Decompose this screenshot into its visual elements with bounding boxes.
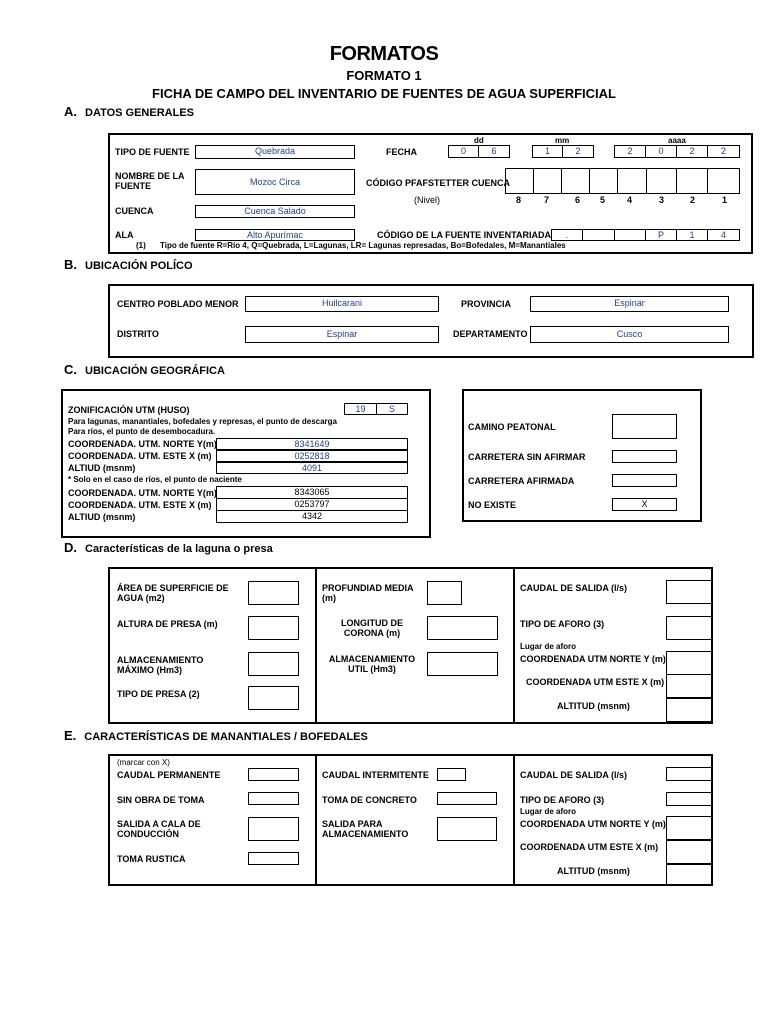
este-label: COORDENADA. UTM. ESTE X (m) bbox=[68, 500, 212, 510]
nota-descarga: Para lagunas, manantiales, bofedales y represas, el punto de descarga bbox=[68, 417, 337, 426]
almac-util-label: ALMACENAMIENTO UTIL (Hm3) bbox=[328, 654, 416, 674]
page-subtitle: FORMATO 1 bbox=[346, 68, 422, 83]
distrito-label: DISTRITO bbox=[117, 329, 159, 339]
tipo-fuente-footnote: Tipo de fuente R=Río 4, Q=Quebrada, L=Lagunas, LR= Lagunas represadas, Bo=Bofedales, M=Manantiales bbox=[160, 241, 566, 250]
altura-presa-box[interactable] bbox=[248, 616, 299, 640]
column-divider bbox=[513, 567, 515, 724]
section-title: UBICACIÓN POLÍCO bbox=[85, 260, 193, 272]
caudal-permanente-box[interactable] bbox=[248, 768, 299, 781]
section-letter: D. bbox=[64, 540, 77, 555]
norte-field-1[interactable]: 8341649 bbox=[216, 438, 408, 450]
departamento-label: DEPARTAMENTO bbox=[453, 329, 528, 339]
section-a-heading bbox=[64, 104, 194, 119]
cuenca-label: CUENCA bbox=[115, 206, 154, 216]
ala-field[interactable]: Alto Apurímac bbox=[195, 229, 355, 241]
pfaf-cell-1[interactable] bbox=[707, 168, 740, 194]
no-existe-label: NO EXISTE bbox=[468, 500, 517, 510]
footnote-number: (1) bbox=[136, 241, 146, 250]
fecha-dd-digit-1[interactable]: 0 bbox=[448, 145, 479, 158]
codigo-cell-2[interactable] bbox=[582, 229, 615, 241]
altura-presa-label: ALTURA DE PRESA (m) bbox=[117, 619, 218, 629]
nivel-num: 7 bbox=[544, 195, 550, 205]
este-label: COORDENADA. UTM. ESTE X (m) bbox=[68, 451, 212, 461]
zona-letter-field[interactable]: S bbox=[376, 403, 408, 415]
column-divider bbox=[513, 754, 515, 886]
column-divider bbox=[315, 754, 317, 886]
cuenca-field[interactable]: Cuenca Salado bbox=[195, 205, 355, 218]
tipo-fuente-label: TIPO DE FUENTE bbox=[115, 147, 190, 157]
salida-cala-box[interactable] bbox=[248, 817, 299, 841]
almac-maximo-box[interactable] bbox=[248, 652, 299, 676]
salida-almac-box[interactable] bbox=[437, 817, 497, 841]
altitud-label: ALTIUD (msnm) bbox=[68, 512, 136, 522]
pfaf-cell-8[interactable] bbox=[505, 168, 534, 194]
pfaf-cell-7[interactable] bbox=[533, 168, 562, 194]
caudal-intermitente-label: CAUDAL INTERMITENTE bbox=[322, 770, 429, 780]
este-field-2[interactable]: 0253797 bbox=[216, 498, 408, 511]
tipo-aforo-label: TIPO DE AFORO (3) bbox=[520, 795, 605, 805]
caudal-salida-label: CAUDAL DE SALIDA (l/s) bbox=[520, 770, 628, 780]
coord-norte-label: COORDENADA UTM NORTE Y (m) bbox=[520, 819, 666, 829]
fecha-dd-digit-2[interactable]: 6 bbox=[478, 145, 510, 158]
marcar-con-x-note: (marcar con X) bbox=[117, 758, 170, 767]
pfaf-cell-3[interactable] bbox=[646, 168, 677, 194]
nivel-num: 4 bbox=[627, 195, 633, 205]
provincia-field[interactable]: Espinar bbox=[530, 296, 729, 312]
provincia-label: PROVINCIA bbox=[461, 299, 512, 309]
pfaf-cell-5[interactable] bbox=[589, 168, 618, 194]
fecha-mm-digit-2[interactable]: 2 bbox=[562, 145, 594, 158]
altitud-label: ALTIUD (msnm) bbox=[68, 463, 136, 473]
codigo-cell-6[interactable]: 4 bbox=[707, 229, 740, 241]
zonificacion-label: ZONIFICACIÓN UTM (HUSO) bbox=[68, 405, 190, 415]
codigo-cell-1[interactable]: . bbox=[551, 229, 583, 241]
norte-label: COORDENADA. UTM. NORTE Y(m) bbox=[68, 488, 217, 498]
departamento-field[interactable]: Cusco bbox=[530, 326, 729, 343]
nota-desembocadura: Para ríos, el punto de desembocadura. bbox=[68, 427, 216, 436]
caudal-permanente-label: CAUDAL PERMANENTE bbox=[117, 770, 221, 780]
profundidad-box[interactable] bbox=[427, 581, 462, 605]
nivel-num: 6 bbox=[575, 195, 581, 205]
distrito-field[interactable]: Espinar bbox=[245, 326, 439, 343]
caudal-salida-label: CAUDAL DE SALIDA (l/s) bbox=[520, 583, 628, 593]
lugar-aforo-label: Lugar de aforo bbox=[520, 642, 577, 651]
centro-poblado-field[interactable]: Huilcarani bbox=[245, 296, 439, 312]
nombre-fuente-label: NOMBRE DE LA FUENTE bbox=[115, 171, 185, 191]
salida-cala-label: SALIDA A CALA DE CONDUCCIÓN bbox=[117, 819, 201, 839]
altitud-box[interactable] bbox=[666, 864, 713, 886]
tipo-presa-box[interactable] bbox=[248, 686, 299, 710]
salida-almac-label: SALIDA PARA ALMACENAMIENTO bbox=[322, 819, 409, 839]
nivel-num: 3 bbox=[659, 195, 665, 205]
toma-concreto-label: TOMA DE CONCRETO bbox=[322, 795, 417, 805]
tipo-aforo-label: TIPO DE AFORO (3) bbox=[520, 619, 605, 629]
pfaf-cell-4[interactable] bbox=[617, 168, 647, 194]
toma-concreto-box[interactable] bbox=[437, 792, 497, 805]
fecha-aaaa-digit-1[interactable]: 2 bbox=[614, 145, 646, 158]
caudal-salida-box[interactable] bbox=[666, 580, 713, 604]
section-b-heading bbox=[64, 257, 193, 272]
section-c-heading bbox=[64, 362, 225, 377]
section-letter: A. bbox=[64, 104, 77, 119]
nota-naciente: * Solo en el caso de ríos, el punto de naciente bbox=[68, 475, 242, 484]
carretera-afirmada-label: CARRETERA AFIRMADA bbox=[468, 476, 575, 486]
fecha-aaaa-label: aaaa bbox=[668, 136, 686, 145]
pfaf-cell-6[interactable] bbox=[561, 168, 590, 194]
form-title: FICHA DE CAMPO DEL INVENTARIO DE FUENTES DE AGUA SUPERFICIAL bbox=[152, 86, 616, 101]
caudal-salida-box[interactable] bbox=[666, 767, 713, 781]
sin-obra-toma-box[interactable] bbox=[248, 792, 299, 805]
almac-maximo-label: ALMACENAMIENTO MÁXIMO (Hm3) bbox=[117, 655, 204, 675]
column-divider bbox=[315, 567, 317, 724]
section-title: UBICACIÓN GEOGRÁFICA bbox=[85, 365, 225, 377]
zona-number-field[interactable]: 19 bbox=[344, 403, 377, 415]
area-superficie-label: ÁREA DE SUPERFICIE DE AGUA (m2) bbox=[117, 583, 229, 603]
carretera-afirmada-box[interactable] bbox=[612, 474, 677, 487]
codigo-cell-5[interactable]: 1 bbox=[676, 229, 708, 241]
altitud-box[interactable] bbox=[666, 698, 713, 722]
camino-peatonal-box[interactable] bbox=[612, 414, 677, 439]
tipo-aforo-box[interactable] bbox=[666, 616, 713, 640]
almac-util-box[interactable] bbox=[427, 652, 498, 676]
coord-este-box[interactable] bbox=[666, 674, 713, 698]
nivel-num: 8 bbox=[516, 195, 522, 205]
este-field-1[interactable]: 0252818 bbox=[216, 450, 408, 462]
lugar-aforo-label: Lugar de aforo bbox=[520, 807, 577, 816]
nivel-num: 2 bbox=[690, 195, 696, 205]
fecha-aaaa-digit-3[interactable]: 2 bbox=[676, 145, 708, 158]
section-title: Características de la laguna o presa bbox=[85, 543, 273, 555]
tipo-aforo-box[interactable] bbox=[666, 792, 713, 806]
no-existe-box[interactable]: X bbox=[612, 498, 677, 511]
longitud-corona-label: LONGITUD DE CORONA (m) bbox=[341, 618, 403, 638]
fecha-aaaa-digit-2[interactable]: 0 bbox=[645, 145, 677, 158]
pfaf-cell-2[interactable] bbox=[676, 168, 708, 194]
toma-rustica-box[interactable] bbox=[248, 852, 299, 865]
page-title: FORMATOS bbox=[329, 43, 439, 65]
coord-norte-box[interactable] bbox=[666, 651, 713, 675]
section-e-heading bbox=[64, 728, 368, 743]
tipo-fuente-field[interactable]: Quebrada bbox=[195, 145, 355, 159]
caudal-intermitente-box[interactable] bbox=[437, 768, 466, 781]
codigo-cell-4[interactable]: P bbox=[645, 229, 677, 241]
altitud-label: ALTITUD (msnm) bbox=[557, 701, 630, 711]
camino-peatonal-label: CAMINO PEATONAL bbox=[468, 422, 556, 432]
section-letter: C. bbox=[64, 362, 77, 377]
section-letter: B. bbox=[64, 257, 77, 272]
coord-norte-box[interactable] bbox=[666, 816, 713, 840]
ala-label: ALA bbox=[115, 230, 134, 240]
carretera-sin-afirmar-label: CARRETERA SIN AFIRMAR bbox=[468, 452, 586, 462]
section-title: DATOS GENERALES bbox=[85, 107, 194, 119]
coord-norte-label: COORDENADA UTM NORTE Y (m) bbox=[520, 654, 666, 664]
altitud-field-2[interactable]: 4342 bbox=[216, 510, 408, 523]
profundidad-label: PROFUNDIAD MEDIA (m) bbox=[322, 583, 414, 603]
section-title: CARACTERÍSTICAS DE MANANTIALES / BOFEDALES bbox=[84, 731, 368, 743]
carretera-sin-afirmar-box[interactable] bbox=[612, 450, 677, 463]
norte-label: COORDENADA. UTM. NORTE Y(m) bbox=[68, 439, 217, 449]
nombre-fuente-field[interactable]: Mozoc Circa bbox=[195, 169, 355, 195]
codigo-cell-3[interactable] bbox=[614, 229, 646, 241]
pfafstetter-label: CÓDIGO PFAFSTETTER CUENCA bbox=[366, 178, 511, 188]
centro-poblado-label: CENTRO POBLADO MENOR bbox=[117, 299, 239, 309]
sin-obra-toma-label: SIN OBRA DE TOMA bbox=[117, 795, 205, 805]
nivel-label: (Nivel) bbox=[414, 195, 440, 205]
longitud-corona-box[interactable] bbox=[427, 616, 498, 640]
norte-field-2[interactable]: 8343065 bbox=[216, 486, 408, 499]
fecha-dd-label: dd bbox=[474, 136, 484, 145]
coord-este-box[interactable] bbox=[666, 840, 713, 864]
fecha-aaaa-digit-4[interactable]: 2 bbox=[707, 145, 740, 158]
section-letter: E. bbox=[64, 728, 77, 743]
fecha-mm-digit-1[interactable]: 1 bbox=[532, 145, 563, 158]
nivel-num: 1 bbox=[722, 195, 728, 205]
altitud-label: ALTITUD (msnm) bbox=[557, 866, 630, 876]
fecha-label: FECHA bbox=[386, 147, 417, 157]
fecha-mm-label: mm bbox=[555, 136, 570, 145]
coord-este-label: COORDENADA UTM ESTE X (m) bbox=[526, 677, 665, 687]
codigo-fuente-label: CÓDIGO DE LA FUENTE INVENTARIADA bbox=[377, 230, 552, 240]
section-d-heading bbox=[64, 540, 273, 555]
area-superficie-box[interactable] bbox=[248, 581, 299, 605]
nivel-num: 5 bbox=[600, 195, 606, 205]
tipo-presa-label: TIPO DE PRESA (2) bbox=[117, 689, 200, 699]
altitud-field-1[interactable]: 4091 bbox=[216, 462, 408, 474]
coord-este-label: COORDENADA UTM ESTE X (m) bbox=[520, 842, 659, 852]
toma-rustica-label: TOMA RUSTICA bbox=[117, 854, 186, 864]
